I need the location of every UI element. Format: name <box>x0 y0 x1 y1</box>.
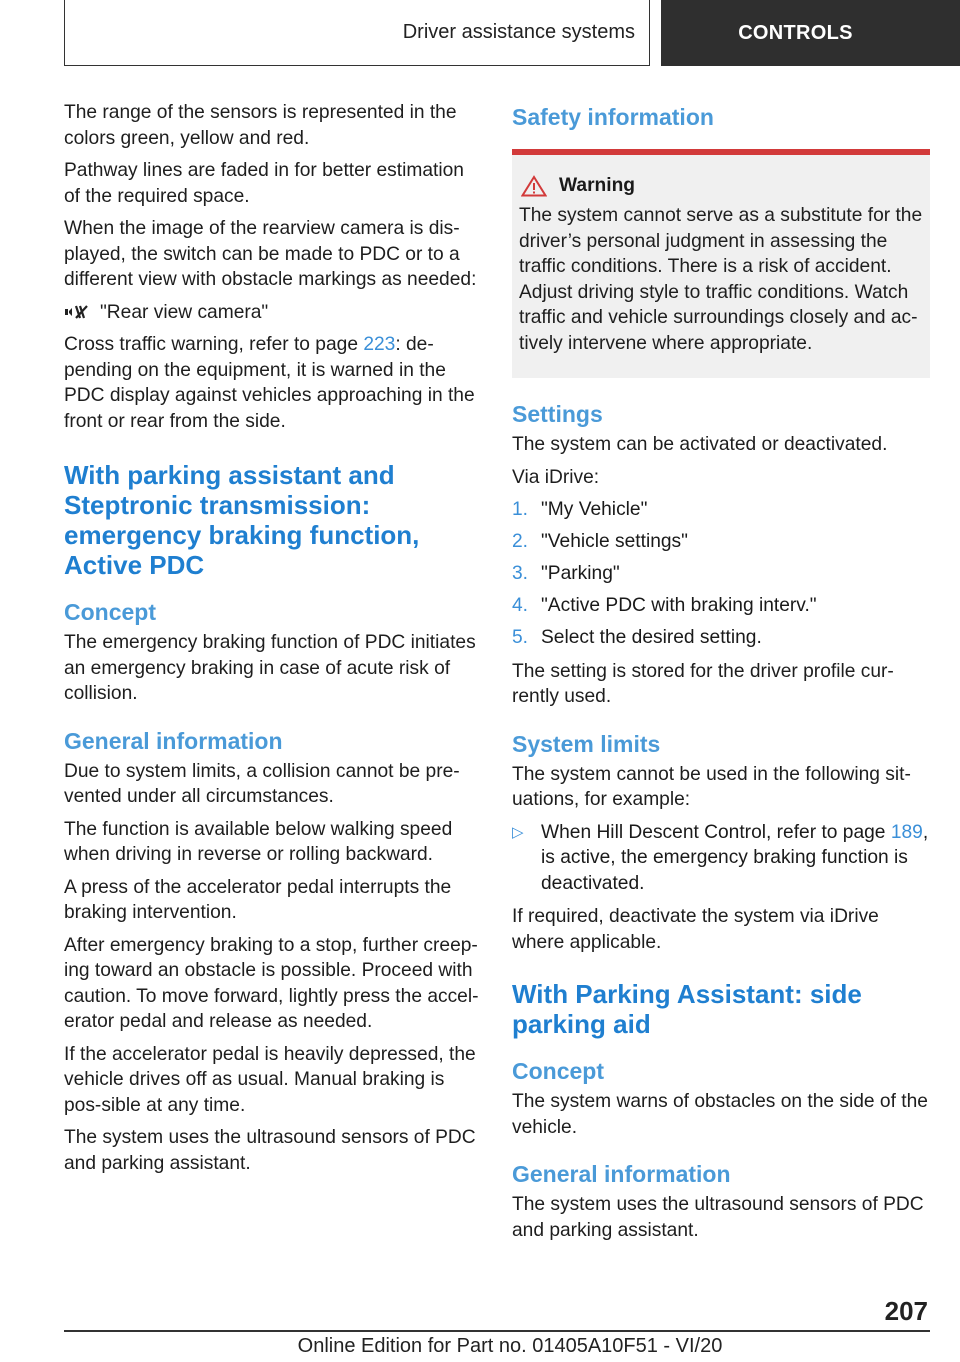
settings-steps <box>512 497 930 651</box>
subheading: System limits <box>512 730 661 757</box>
list-item <box>512 529 930 555</box>
subheading: General information <box>512 1161 731 1187</box>
subheading: Concept <box>64 599 156 625</box>
list-item <box>512 497 930 523</box>
warning-icon <box>521 175 547 197</box>
paragraph: If the accelerator pedal is heavily depressed, the vehicle drives off as usual. Manual braking is pos-sible at any time. <box>64 1043 476 1116</box>
paragraph: The system uses the ultrasound sensors of PDC and parking assistant. <box>64 1127 476 1174</box>
warning-box <box>512 149 930 378</box>
left-column <box>64 100 484 1183</box>
subheading: Settings <box>512 401 603 427</box>
text: When Hill Descent Control, refer to page <box>541 821 891 843</box>
subheading: Concept <box>512 1058 604 1084</box>
step-number: 5. <box>512 627 529 648</box>
page-header <box>64 0 960 66</box>
paragraph: The system uses the ultrasound sensors of PDC and parking assistant. <box>512 1194 924 1241</box>
rear-view-camera-icon <box>64 302 90 322</box>
step-number: 4. <box>512 595 529 616</box>
chapter-tab: CONTROLS <box>661 0 960 66</box>
footer-edition: Online Edition for Part no. 01405A10F51 - VI/20 <box>297 1335 723 1357</box>
step-number: 2. <box>512 531 529 552</box>
paragraph: The function is available below walking speed when driving in reverse or rolling backward. <box>64 818 453 865</box>
paragraph <box>64 332 484 434</box>
text: , is active, the emergency braking function is deactivated. <box>541 821 929 894</box>
paragraph: The emergency braking function of PDC initiates an emergency braking in case of acute risk of collision. <box>64 632 476 704</box>
paragraph: A press of the accelerator pedal interrupts the braking intervention. <box>64 876 452 923</box>
paragraph: Pathway lines are faded in for better estimation of the required space. <box>64 160 464 207</box>
paragraph: Via iDrive: <box>512 466 600 488</box>
paragraph: The setting is stored for the driver profile cur-rently used. <box>512 660 894 707</box>
section-title: Driver assistance systems <box>64 0 650 66</box>
warning-title <box>521 175 924 197</box>
bullet-text <box>541 820 930 897</box>
footer-divider <box>64 1330 930 1332</box>
paragraph: The system warns of obstacles on the side of the vehicle. <box>512 1091 928 1138</box>
section-heading: With Parking Assistant: side parking aid <box>512 979 862 1039</box>
list-item <box>512 820 930 897</box>
limits-list <box>512 820 930 897</box>
camera-label: "Rear view camera" <box>100 301 269 323</box>
step-text: "Active PDC with braking interv." <box>541 595 817 616</box>
paragraph: After emergency braking to a stop, further creep-ing toward an obstacle is possible. Proceed with caution. To move forward, lightly press the accel-erator pedal and release as needed. <box>64 934 479 1032</box>
paragraph: The system can be activated or deactivated. <box>512 434 888 455</box>
warning-label: Warning <box>559 175 636 196</box>
list-item <box>512 561 930 587</box>
step-number: 1. <box>512 499 529 520</box>
paragraph: The system cannot be used in the following sit-uations, for example: <box>512 763 911 810</box>
warning-text: The system cannot serve as a substitute for the driver’s personal judgment in assessing the traffic conditions. There is a risk of accident. Adjust driving style to traffic conditions. Watch traffic and vehicle surroundings closely and ac-tively intervene where appropriate. <box>519 205 923 354</box>
section-heading: With parking assistant and Steptronic transmission: emergency braking function, Active PDC <box>64 460 420 580</box>
list-item <box>512 625 930 651</box>
text: Cross traffic warning, refer to page <box>64 334 364 355</box>
page-link[interactable]: 223 <box>363 334 396 355</box>
step-text: "Parking" <box>541 563 620 584</box>
step-text: Select the desired setting. <box>541 627 762 648</box>
paragraph: When the image of the rearview camera is dis-played, the switch can be made to PDC or to a different view with obstacle markings as needed: <box>64 218 477 290</box>
camera-line <box>64 300 484 326</box>
step-number: 3. <box>512 563 529 584</box>
step-text: "My Vehicle" <box>541 499 648 520</box>
subheading: Safety information <box>512 104 714 130</box>
paragraph: If required, deactivate the system via iDrive where applicable. <box>512 906 879 953</box>
list-item <box>512 593 930 619</box>
right-column <box>512 100 930 1250</box>
step-text: "Vehicle settings" <box>541 531 688 552</box>
subheading: General information <box>64 727 283 754</box>
paragraph: Due to system limits, a collision cannot be pre-vented under all circumstances. <box>64 760 460 807</box>
page-number: 207 <box>884 1296 928 1326</box>
triangle-bullet-icon: ▷ <box>512 823 524 841</box>
page-link[interactable]: 189 <box>890 821 923 843</box>
paragraph: The range of the sensors is represented in the colors green, yellow and red. <box>64 102 457 149</box>
text: : de-pending on the equipment, it is warned in the PDC display against vehicles approaching in the front or rear from the side. <box>64 334 475 432</box>
